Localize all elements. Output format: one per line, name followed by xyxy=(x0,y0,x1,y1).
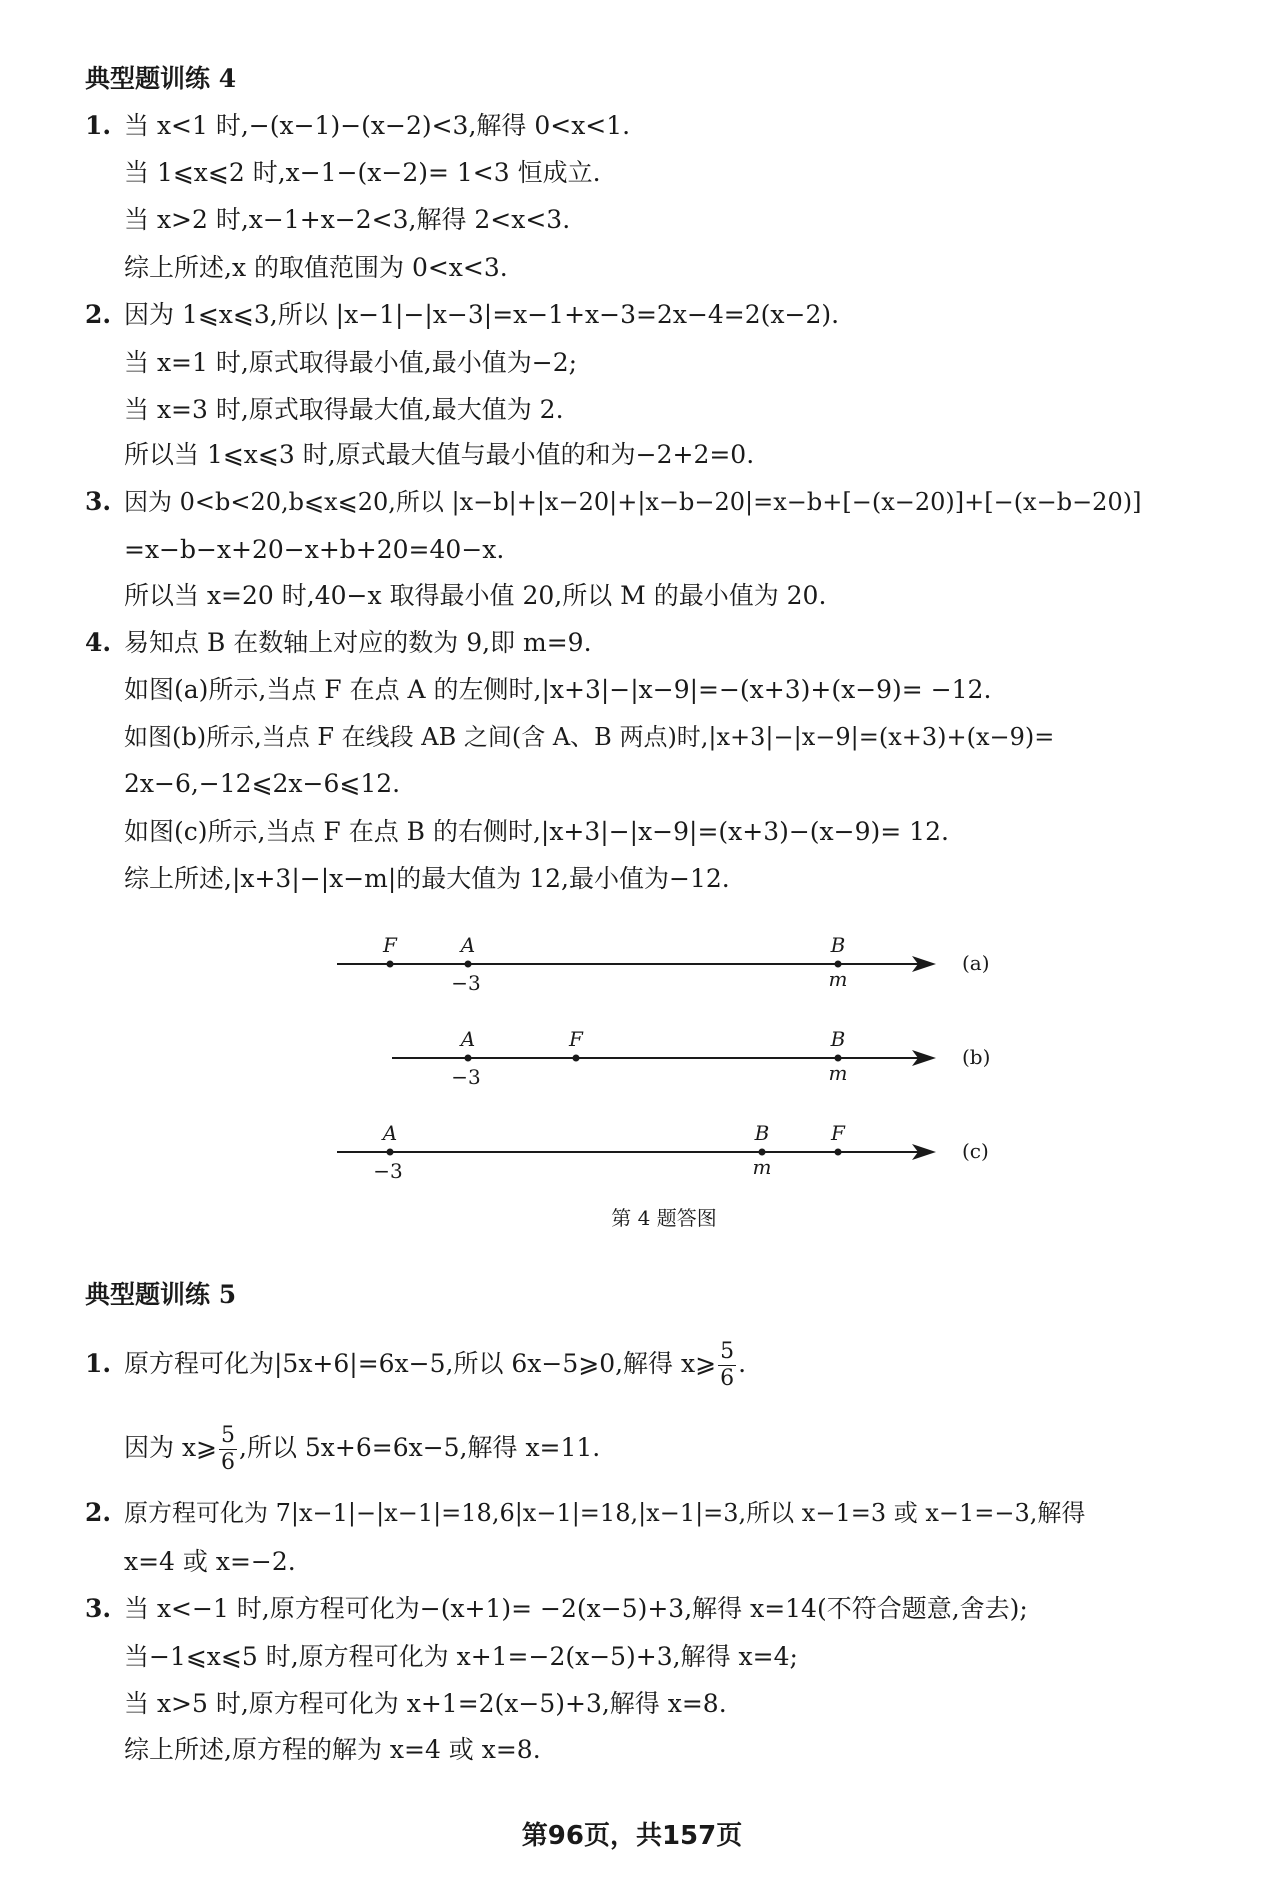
label-b: B xyxy=(830,933,846,957)
text: 原方程可化为|5x+6|=6x−5,所以 6x−5⩾0,解得 x⩾ xyxy=(124,1349,717,1378)
point-a xyxy=(465,1055,472,1062)
label-f: F xyxy=(831,1121,845,1145)
numerator: 5 xyxy=(221,1423,235,1448)
fraction xyxy=(718,1339,736,1392)
panel-label: (b) xyxy=(962,1045,991,1069)
number-line-b xyxy=(392,1027,990,1089)
text-line: 因为 0<b<20,b⩽x⩽20,所以 |x−b|+|x−20|+|x−b−20|=x−b+[−(x−20)]+[−(x−b−20)] xyxy=(124,488,1142,516)
text-line: 因为 1⩽x⩽3,所以 |x−1|−|x−3|=x−1+x−3=2x−4=2(x−2). xyxy=(124,300,840,329)
value-b: m xyxy=(752,1155,772,1179)
problem-number: 1. xyxy=(85,1349,112,1378)
text: . xyxy=(738,1349,747,1378)
label-f: F xyxy=(383,933,397,957)
text-line: 综上所述,x 的取值范围为 0<x<3. xyxy=(124,253,508,282)
label-b: B xyxy=(754,1121,770,1145)
text-line: x=4 或 x=−2. xyxy=(124,1547,296,1576)
fraction xyxy=(219,1423,237,1476)
text-line: 如图(c)所示,当点 F 在点 B 的右侧时,|x+3|−|x−9|=(x+3)−(x−9)= 12. xyxy=(124,817,949,846)
problem-number: 3. xyxy=(85,1594,112,1623)
text-line: 易知点 B 在数轴上对应的数为 9,即 m=9. xyxy=(124,628,592,657)
section-title: 典型题训练 4 xyxy=(85,64,237,93)
label-a: A xyxy=(382,1121,398,1145)
panel-label: (c) xyxy=(962,1139,989,1163)
value-a: −3 xyxy=(451,971,481,995)
point-a xyxy=(387,1149,394,1156)
label-b: B xyxy=(830,1027,846,1051)
text-line: =x−b−x+20−x+b+20=40−x. xyxy=(124,535,505,564)
text-line: 原方程可化为 7|x−1|−|x−1|=18,6|x−1|=18,|x−1|=3,所以 x−1=3 或 x−1=−3,解得 xyxy=(124,1499,1086,1527)
text-line: 当 x=1 时,原式取得最小值,最小值为−2; xyxy=(124,348,578,377)
page-indicator: 第96页，共157页 xyxy=(521,1821,743,1851)
text-line: 当 1⩽x⩽2 时,x−1−(x−2)= 1<3 恒成立. xyxy=(124,158,601,187)
denominator: 6 xyxy=(720,1366,735,1391)
problem-number: 2. xyxy=(85,300,112,329)
label-f: F xyxy=(569,1027,583,1051)
text-line: 综上所述,原方程的解为 x=4 或 x=8. xyxy=(124,1735,541,1764)
text-line: 当 x>5 时,原方程可化为 x+1=2(x−5)+3,解得 x=8. xyxy=(124,1689,727,1718)
text: 因为 x⩾ xyxy=(124,1433,217,1462)
text-line: 当 x<1 时,−(x−1)−(x−2)<3,解得 0<x<1. xyxy=(124,111,631,140)
text-line: 综上所述,|x+3|−|x−m|的最大值为 12,最小值为−12. xyxy=(124,864,730,893)
point-f xyxy=(573,1055,580,1062)
problem-number: 2. xyxy=(85,1498,112,1527)
text-line: 2x−6,−12⩽2x−6⩽12. xyxy=(124,769,401,798)
value-a: −3 xyxy=(373,1159,403,1183)
text-line: 如图(a)所示,当点 F 在点 A 的左侧时,|x+3|−|x−9|=−(x+3)+(x−9)= −12. xyxy=(124,675,992,704)
number-line-c xyxy=(337,1121,989,1183)
text-line: 当 x=3 时,原式取得最大值,最大值为 2. xyxy=(124,395,564,424)
label-a: A xyxy=(460,933,476,957)
text-line: 所以当 x=20 时,40−x 取得最小值 20,所以 M 的最小值为 20. xyxy=(124,581,827,610)
text-line: 当−1⩽x⩽5 时,原方程可化为 x+1=−2(x−5)+3,解得 x=4; xyxy=(124,1642,798,1671)
numerator: 5 xyxy=(720,1339,735,1364)
text-line: 如图(b)所示,当点 F 在线段 AB 之间(含 A、B 两点)时,|x+3|−|x−9|=(x+3)+(x−9)= xyxy=(124,723,1055,751)
denominator: 6 xyxy=(221,1450,235,1475)
text-line: 当 x<−1 时,原方程可化为−(x+1)= −2(x−5)+3,解得 x=14(不符合题意,舍去); xyxy=(124,1594,1028,1623)
point-a xyxy=(465,961,472,968)
text-line xyxy=(124,1335,746,1393)
value-b: m xyxy=(828,967,848,991)
text-line xyxy=(124,1419,600,1477)
label-a: A xyxy=(460,1027,476,1051)
panel-label: (a) xyxy=(962,951,990,975)
problem-number: 1. xyxy=(85,111,112,140)
problem-number: 3. xyxy=(85,487,112,516)
text-line: 当 x>2 时,x−1+x−2<3,解得 2<x<3. xyxy=(124,205,571,234)
text: ,所以 5x+6=6x−5,解得 x=11. xyxy=(239,1433,601,1462)
figure-caption: 第 4 题答图 xyxy=(611,1206,717,1230)
text-line: 所以当 1⩽x⩽3 时,原式最大值与最小值的和为−2+2=0. xyxy=(124,440,755,469)
point-f xyxy=(835,1149,842,1156)
point-f xyxy=(387,961,394,968)
section-title: 典型题训练 5 xyxy=(85,1280,237,1309)
value-a: −3 xyxy=(451,1065,481,1089)
value-b: m xyxy=(828,1061,848,1085)
number-line-a xyxy=(337,933,990,995)
problem-number: 4. xyxy=(85,628,112,657)
